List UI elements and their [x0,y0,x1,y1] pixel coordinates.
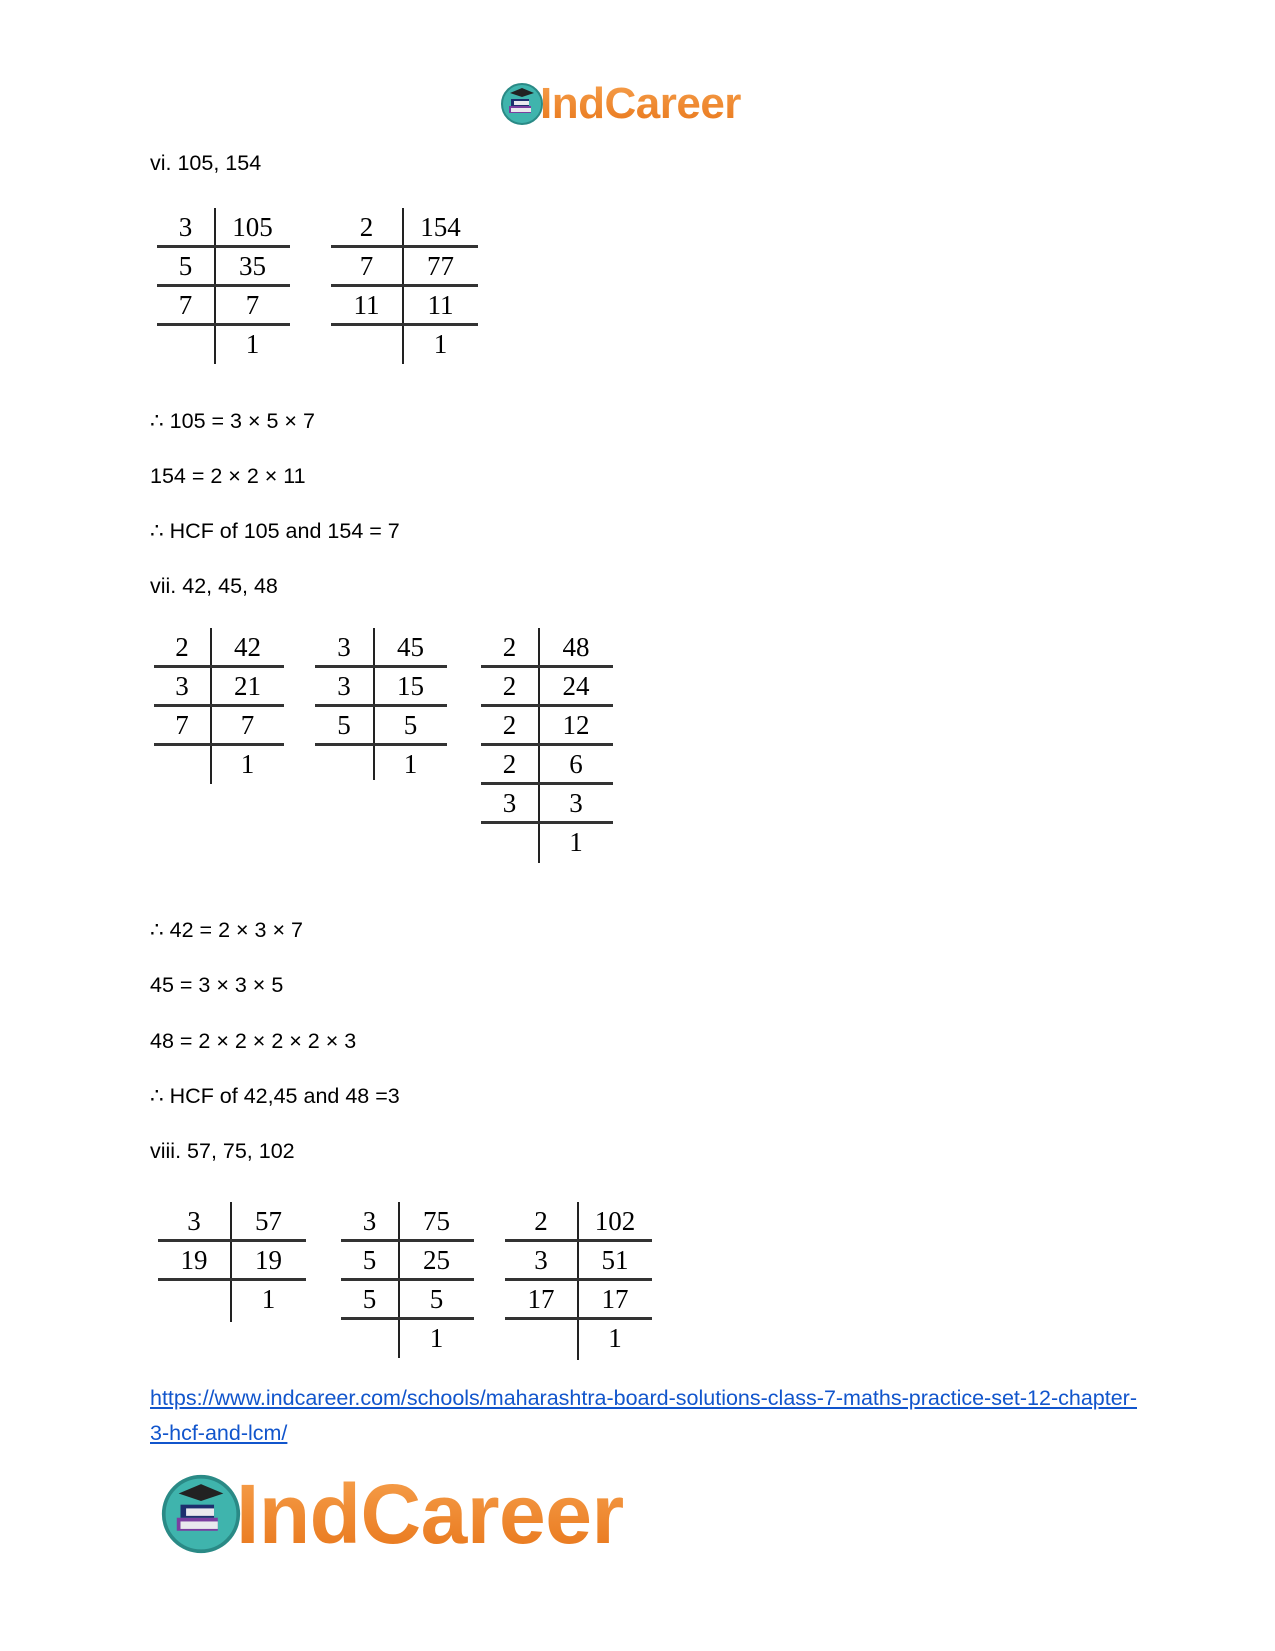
table-row: 3 45 [337,632,424,662]
table-row: 17 17 [527,1284,629,1314]
source-link[interactable]: https://www.indcareer.com/schools/maharashtra-board-solutions-class-7-maths-practice-set-12-chapter-3-hcf-and-lcm/ [150,1386,1137,1445]
table-row: 2 42 [175,632,261,662]
table-row: 1 [608,1323,622,1353]
table-row: 5 5 [337,710,418,740]
table-row: 5 25 [362,1245,450,1275]
division-table-45 [315,628,447,780]
table-row: 2 24 [502,671,590,701]
factorization-line: ∴ 42 = 2 × 3 × 7 [150,918,303,942]
table-row: 2 48 [502,632,590,662]
table-row: 1 [433,329,448,359]
division-table-48 [481,628,613,863]
table-row: 1 [569,827,583,857]
table-row: 3 75 [362,1206,450,1236]
logo-wordmark: IndCareer [236,1467,624,1561]
table-row: 1 [403,749,418,779]
division-table-57 [158,1202,306,1322]
division-table-102 [505,1202,652,1360]
table-row: 1 [245,329,260,359]
table-row: 2 102 [534,1206,636,1236]
table-row: 5 5 [362,1284,444,1314]
factorization-line: ∴ 105 = 3 × 5 × 7 [150,409,315,433]
factorization-line: 154 = 2 × 2 × 11 [150,464,306,488]
table-row: 1 [261,1284,276,1314]
graduation-books-globe-icon [500,82,544,126]
table-row: 2 154 [359,212,461,242]
table-row: 3 57 [187,1206,282,1236]
table-row: 3 105 [178,212,273,242]
logo-wordmark: IndCareer [540,79,741,128]
division-table-105 [157,208,290,364]
table-row: 5 35 [178,251,266,281]
section-heading: viii. 57, 75, 102 [150,1139,295,1163]
section-heading: vii. 42, 45, 48 [150,574,278,598]
table-row: 7 77 [359,251,454,281]
hcf-result: ∴ HCF of 42,45 and 48 =3 [150,1084,400,1108]
division-table-42 [154,628,284,784]
table-row: 3 3 [502,788,583,818]
table-row: 2 6 [502,749,583,779]
division-table-75 [341,1202,474,1358]
table-row: 7 7 [175,710,255,740]
section-heading: vi. 105, 154 [150,151,262,175]
table-row: 11 11 [353,290,454,320]
header-logo [500,80,741,128]
division-table-154 [331,208,478,364]
table-row: 3 15 [337,671,424,701]
factorization-line: 45 = 3 × 3 × 5 [150,973,284,997]
factorization-line: 48 = 2 × 2 × 2 × 2 × 3 [150,1029,357,1053]
hcf-result: ∴ HCF of 105 and 154 = 7 [150,519,400,543]
table-row: 7 7 [178,290,260,320]
table-row: 3 21 [175,671,261,701]
table-row: 2 12 [502,710,590,740]
footer-logo [160,1467,624,1561]
table-row: 19 19 [180,1245,282,1275]
graduation-books-globe-icon [160,1473,242,1555]
table-row: 1 [240,749,255,779]
table-row: 1 [429,1323,444,1353]
table-row: 3 51 [534,1245,629,1275]
